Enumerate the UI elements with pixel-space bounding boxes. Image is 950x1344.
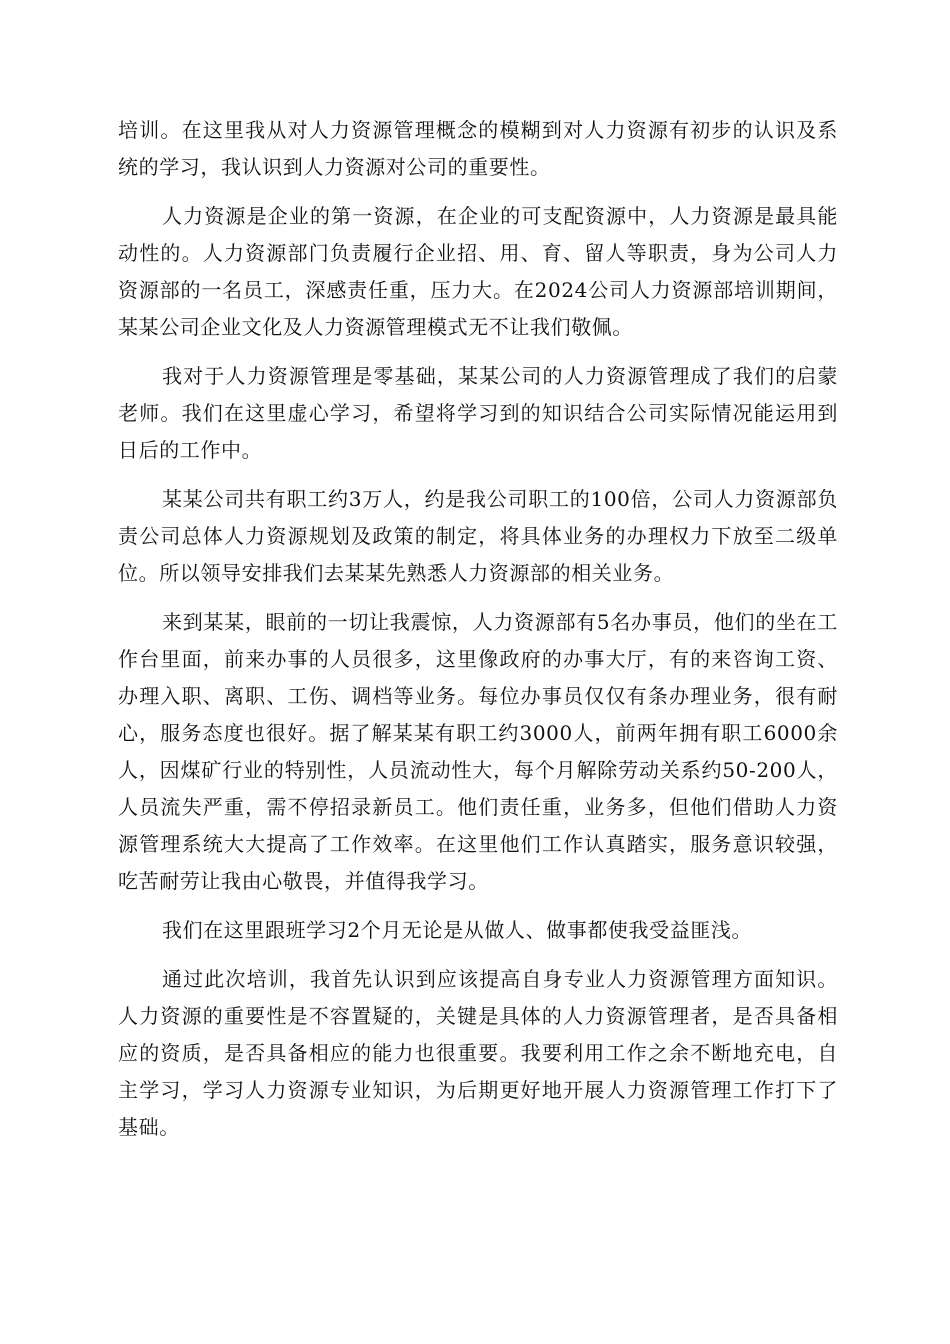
paragraph-4: 某某公司共有职工约3万人，约是我公司职工的100倍，公司人力资源部负责公司总体人力资源规划及政策的制定，将具体业务的办理权力下放至二级单位。所以领导安排我们去某某先熟悉人力资源部的相关业务。 bbox=[118, 487, 838, 585]
paragraph-2: 人力资源是企业的第一资源，在企业的可支配资源中，人力资源是最具能动性的。人力资源部门负责履行企业招、用、育、留人等职责，身为公司人力资源部的一名员工，深感责任重，压力大。在2024公司人力资源部培训期间，某某公司企业文化及人力资源管理模式无不让我们敬佩。 bbox=[118, 204, 838, 339]
paragraph-5: 来到某某，眼前的一切让我震惊，人力资源部有5名办事员，他们的坐在工作台里面，前来办事的人员很多，这里像政府的办事大厅，有的来咨询工资、办理入职、离职、工伤、调档等业务。每位办事员仅仅有条办理业务，很有耐心，服务态度也很好。据了解某某有职工约3000人，前两年拥有职工6000余人，因煤矿行业的特别性，人员流动性大，每个月解除劳动关系约50-200人，人员流失严重，需不停招录新员工。他们责任重，业务多，但他们借助人力资源管理系统大大提高了工作效率。在这里他们工作认真踏实，服务意识较强，吃苦耐劳让我由心敬畏，并值得我学习。 bbox=[118, 610, 838, 893]
paragraph-3: 我对于人力资源管理是零基础，某某公司的人力资源管理成了我们的启蒙老师。我们在这里虚心学习，希望将学习到的知识结合公司实际情况能运用到日后的工作中。 bbox=[118, 364, 838, 462]
document-body bbox=[118, 112, 838, 1158]
paragraph-7: 通过此次培训，我首先认识到应该提高自身专业人力资源管理方面知识。人力资源的重要性是不容置疑的，关键是具体的人力资源管理者，是否具备相应的资质，是否具备相应的能力也很重要。我要利用工作之余不断地充电，自主学习，学习人力资源专业知识，为后期更好地开展人力资源管理工作打下了基础。 bbox=[118, 967, 838, 1139]
paragraph-1: 培训。在这里我从对人力资源管理概念的模糊到对人力资源有初步的认识及系统的学习，我认识到人力资源对公司的重要性。 bbox=[118, 118, 838, 179]
paragraph-6: 我们在这里跟班学习2个月无论是从做人、做事都使我受益匪浅。 bbox=[162, 918, 753, 942]
